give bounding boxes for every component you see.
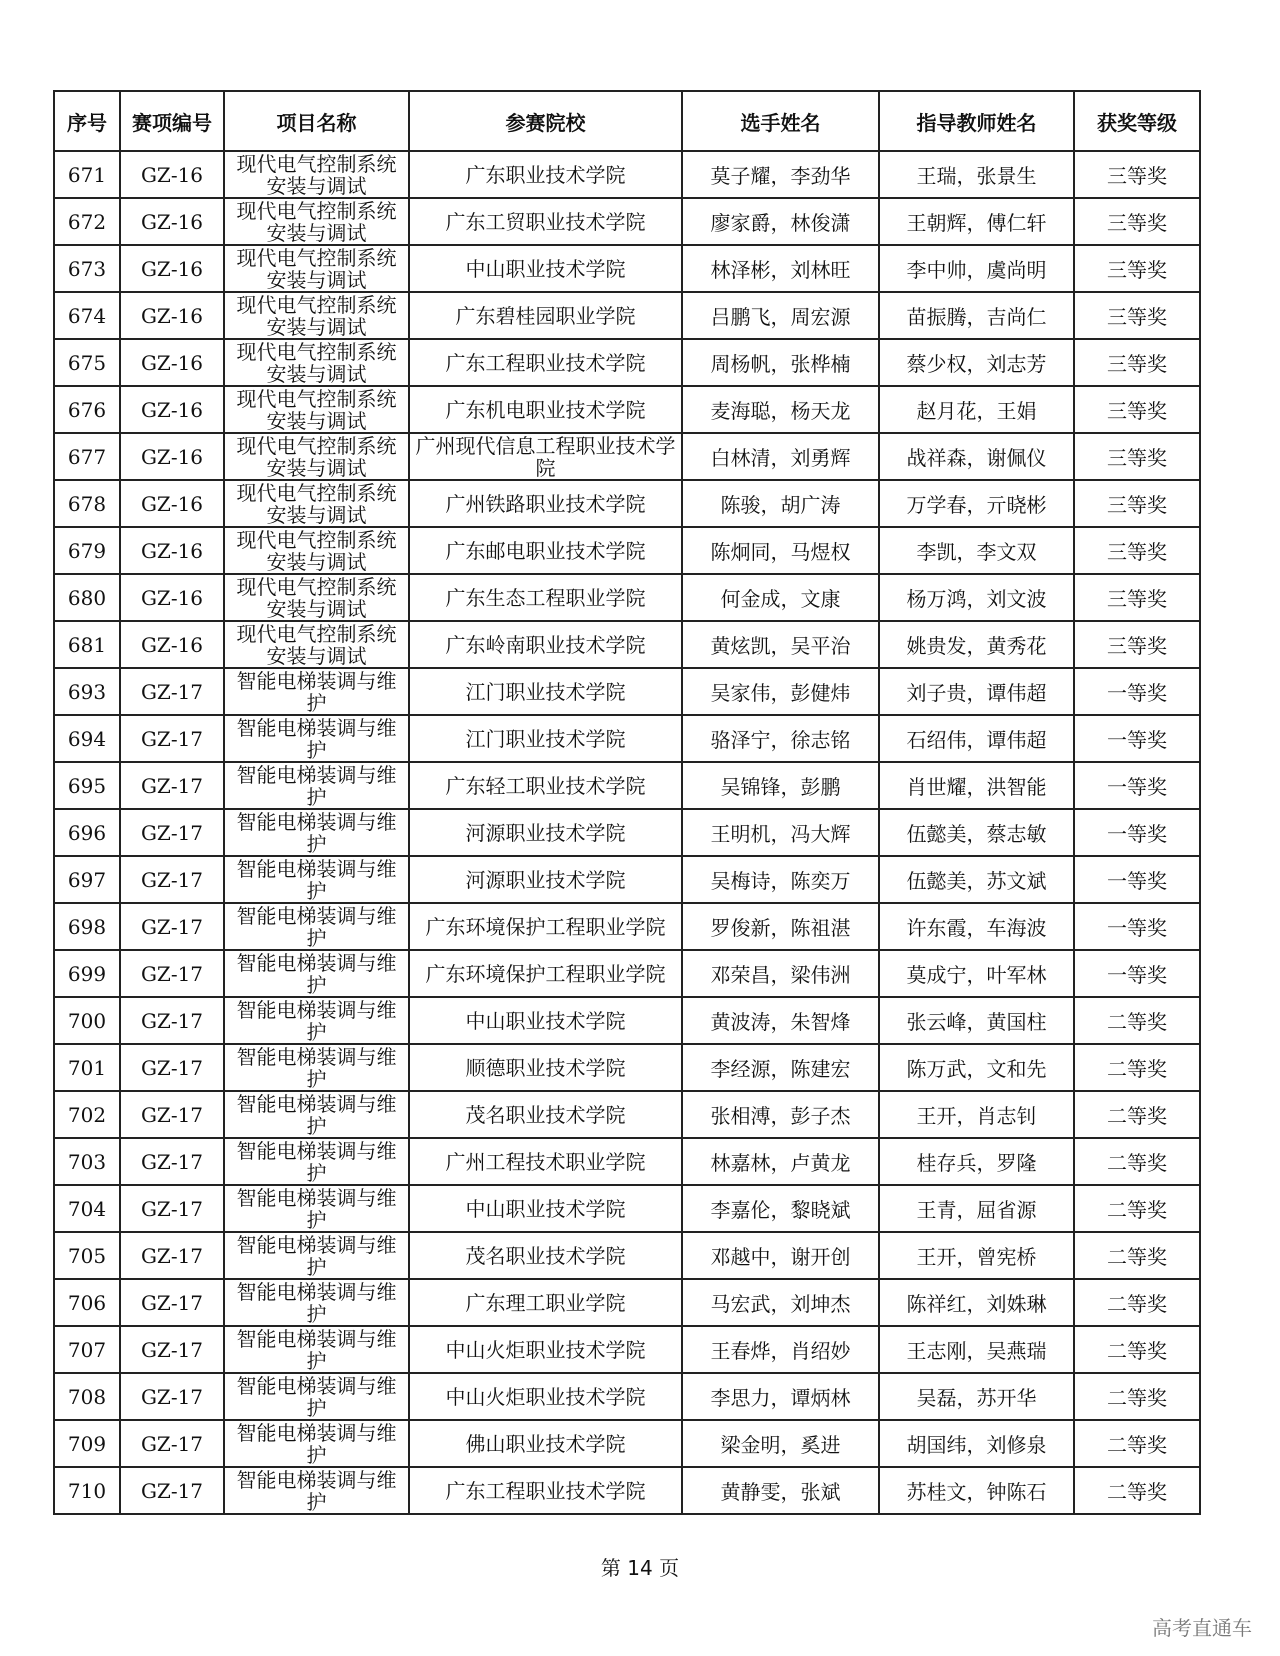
cell-award-level: 二等奖 bbox=[1074, 1279, 1200, 1326]
cell-project-name: 智能电梯装调与维护 bbox=[224, 1467, 409, 1514]
cell-award-level: 二等奖 bbox=[1074, 1373, 1200, 1420]
cell-contestants: 陈骏，胡广涛 bbox=[682, 480, 879, 527]
cell-index: 673 bbox=[54, 245, 120, 292]
cell-index: 701 bbox=[54, 1044, 120, 1091]
cell-project-name: 现代电气控制系统安装与调试 bbox=[224, 527, 409, 574]
cell-index: 707 bbox=[54, 1326, 120, 1373]
cell-index: 674 bbox=[54, 292, 120, 339]
cell-event-code: GZ-17 bbox=[120, 1232, 224, 1279]
cell-award-level: 三等奖 bbox=[1074, 433, 1200, 480]
cell-school: 广东生态工程职业学院 bbox=[409, 574, 682, 621]
cell-event-code: GZ-16 bbox=[120, 621, 224, 668]
cell-instructors: 石绍伟，谭伟超 bbox=[879, 715, 1074, 762]
table-row bbox=[54, 668, 1200, 715]
cell-event-code: GZ-17 bbox=[120, 1044, 224, 1091]
cell-school: 广东工贸职业技术学院 bbox=[409, 198, 682, 245]
cell-instructors: 战祥森，谢佩仪 bbox=[879, 433, 1074, 480]
cell-instructors: 桂存兵，罗隆 bbox=[879, 1138, 1074, 1185]
cell-award-level: 三等奖 bbox=[1074, 198, 1200, 245]
cell-instructors: 赵月花，王娟 bbox=[879, 386, 1074, 433]
cell-event-code: GZ-17 bbox=[120, 1091, 224, 1138]
header-project-name: 项目名称 bbox=[224, 91, 409, 151]
cell-instructors: 刘子贵，谭伟超 bbox=[879, 668, 1074, 715]
cell-project-name: 现代电气控制系统安装与调试 bbox=[224, 621, 409, 668]
cell-contestants: 张相溥，彭子杰 bbox=[682, 1091, 879, 1138]
table-row bbox=[54, 809, 1200, 856]
cell-project-name: 智能电梯装调与维护 bbox=[224, 950, 409, 997]
cell-instructors: 姚贵发，黄秀花 bbox=[879, 621, 1074, 668]
cell-contestants: 白林清，刘勇辉 bbox=[682, 433, 879, 480]
header-index: 序号 bbox=[54, 91, 120, 151]
cell-contestants: 黄炫凯，吴平治 bbox=[682, 621, 879, 668]
cell-contestants: 李嘉伦，黎晓斌 bbox=[682, 1185, 879, 1232]
table-row bbox=[54, 433, 1200, 480]
cell-event-code: GZ-17 bbox=[120, 997, 224, 1044]
cell-award-level: 二等奖 bbox=[1074, 1185, 1200, 1232]
cell-contestants: 罗俊新，陈祖湛 bbox=[682, 903, 879, 950]
cell-award-level: 二等奖 bbox=[1074, 1326, 1200, 1373]
cell-project-name: 智能电梯装调与维护 bbox=[224, 1044, 409, 1091]
cell-instructors: 肖世耀，洪智能 bbox=[879, 762, 1074, 809]
cell-award-level: 三等奖 bbox=[1074, 480, 1200, 527]
cell-index: 680 bbox=[54, 574, 120, 621]
cell-index: 694 bbox=[54, 715, 120, 762]
cell-instructors: 胡国纬，刘修泉 bbox=[879, 1420, 1074, 1467]
cell-event-code: GZ-16 bbox=[120, 245, 224, 292]
cell-contestants: 黄静雯，张斌 bbox=[682, 1467, 879, 1514]
cell-project-name: 现代电气控制系统安装与调试 bbox=[224, 574, 409, 621]
cell-instructors: 苏桂文，钟陈石 bbox=[879, 1467, 1074, 1514]
cell-school: 顺德职业技术学院 bbox=[409, 1044, 682, 1091]
cell-award-level: 三等奖 bbox=[1074, 527, 1200, 574]
header-award-level: 获奖等级 bbox=[1074, 91, 1200, 151]
cell-index: 681 bbox=[54, 621, 120, 668]
table-row bbox=[54, 198, 1200, 245]
cell-award-level: 一等奖 bbox=[1074, 903, 1200, 950]
cell-award-level: 二等奖 bbox=[1074, 1467, 1200, 1514]
cell-award-level: 一等奖 bbox=[1074, 950, 1200, 997]
cell-school: 广东轻工职业技术学院 bbox=[409, 762, 682, 809]
cell-project-name: 智能电梯装调与维护 bbox=[224, 997, 409, 1044]
cell-school: 广州工程技术职业学院 bbox=[409, 1138, 682, 1185]
cell-school: 茂名职业技术学院 bbox=[409, 1091, 682, 1138]
cell-event-code: GZ-17 bbox=[120, 715, 224, 762]
cell-index: 698 bbox=[54, 903, 120, 950]
cell-index: 709 bbox=[54, 1420, 120, 1467]
cell-award-level: 三等奖 bbox=[1074, 574, 1200, 621]
cell-award-level: 三等奖 bbox=[1074, 292, 1200, 339]
cell-contestants: 黄波涛，朱智烽 bbox=[682, 997, 879, 1044]
cell-event-code: GZ-17 bbox=[120, 1138, 224, 1185]
cell-index: 704 bbox=[54, 1185, 120, 1232]
cell-school: 广东职业技术学院 bbox=[409, 151, 682, 198]
cell-index: 675 bbox=[54, 339, 120, 386]
header-instructors: 指导教师姓名 bbox=[879, 91, 1074, 151]
header-event-code: 赛项编号 bbox=[120, 91, 224, 151]
cell-contestants: 邓越中，谢开创 bbox=[682, 1232, 879, 1279]
cell-instructors: 王开，肖志钊 bbox=[879, 1091, 1074, 1138]
cell-instructors: 陈祥红，刘姝琳 bbox=[879, 1279, 1074, 1326]
cell-instructors: 王瑞，张景生 bbox=[879, 151, 1074, 198]
table-row bbox=[54, 997, 1200, 1044]
cell-contestants: 廖家爵，林俊潇 bbox=[682, 198, 879, 245]
cell-index: 672 bbox=[54, 198, 120, 245]
cell-instructors: 杨万鸿，刘文波 bbox=[879, 574, 1074, 621]
cell-school: 广东碧桂园职业学院 bbox=[409, 292, 682, 339]
cell-event-code: GZ-17 bbox=[120, 856, 224, 903]
cell-award-level: 二等奖 bbox=[1074, 1044, 1200, 1091]
cell-event-code: GZ-17 bbox=[120, 1185, 224, 1232]
table-row bbox=[54, 1467, 1200, 1514]
cell-award-level: 一等奖 bbox=[1074, 668, 1200, 715]
cell-instructors: 张云峰，黄国柱 bbox=[879, 997, 1074, 1044]
cell-project-name: 现代电气控制系统安装与调试 bbox=[224, 433, 409, 480]
cell-school: 广东工程职业技术学院 bbox=[409, 1467, 682, 1514]
cell-index: 679 bbox=[54, 527, 120, 574]
cell-school: 广东岭南职业技术学院 bbox=[409, 621, 682, 668]
cell-school: 广州现代信息工程职业技术学院 bbox=[409, 433, 682, 480]
cell-project-name: 现代电气控制系统安装与调试 bbox=[224, 198, 409, 245]
table-row bbox=[54, 386, 1200, 433]
table-row bbox=[54, 762, 1200, 809]
cell-project-name: 现代电气控制系统安装与调试 bbox=[224, 151, 409, 198]
cell-index: 702 bbox=[54, 1091, 120, 1138]
cell-contestants: 莫子耀，李劲华 bbox=[682, 151, 879, 198]
cell-instructors: 蔡少权，刘志芳 bbox=[879, 339, 1074, 386]
cell-index: 671 bbox=[54, 151, 120, 198]
cell-project-name: 现代电气控制系统安装与调试 bbox=[224, 386, 409, 433]
table-row bbox=[54, 856, 1200, 903]
cell-school: 广东工程职业技术学院 bbox=[409, 339, 682, 386]
cell-index: 706 bbox=[54, 1279, 120, 1326]
cell-instructors: 王开，曾宪桥 bbox=[879, 1232, 1074, 1279]
cell-event-code: GZ-17 bbox=[120, 668, 224, 715]
cell-instructors: 莫成宁，叶军林 bbox=[879, 950, 1074, 997]
cell-contestants: 麦海聪，杨天龙 bbox=[682, 386, 879, 433]
cell-event-code: GZ-16 bbox=[120, 339, 224, 386]
cell-award-level: 二等奖 bbox=[1074, 1232, 1200, 1279]
table-row bbox=[54, 339, 1200, 386]
cell-index: 699 bbox=[54, 950, 120, 997]
cell-school: 中山职业技术学院 bbox=[409, 997, 682, 1044]
cell-index: 710 bbox=[54, 1467, 120, 1514]
table-row bbox=[54, 292, 1200, 339]
cell-index: 676 bbox=[54, 386, 120, 433]
watermark-text: 高考直通车 bbox=[1152, 1616, 1252, 1640]
cell-award-level: 一等奖 bbox=[1074, 809, 1200, 856]
cell-event-code: GZ-16 bbox=[120, 480, 224, 527]
cell-project-name: 智能电梯装调与维护 bbox=[224, 715, 409, 762]
cell-event-code: GZ-16 bbox=[120, 292, 224, 339]
cell-award-level: 一等奖 bbox=[1074, 856, 1200, 903]
table-row bbox=[54, 621, 1200, 668]
cell-instructors: 许东霞，车海波 bbox=[879, 903, 1074, 950]
cell-instructors: 万学春，亓晓彬 bbox=[879, 480, 1074, 527]
cell-project-name: 智能电梯装调与维护 bbox=[224, 1326, 409, 1373]
cell-project-name: 现代电气控制系统安装与调试 bbox=[224, 480, 409, 527]
cell-event-code: GZ-17 bbox=[120, 1467, 224, 1514]
table-row bbox=[54, 151, 1200, 198]
cell-instructors: 陈万武，文和先 bbox=[879, 1044, 1074, 1091]
table-row bbox=[54, 1232, 1200, 1279]
cell-project-name: 智能电梯装调与维护 bbox=[224, 903, 409, 950]
cell-award-level: 二等奖 bbox=[1074, 1138, 1200, 1185]
cell-award-level: 二等奖 bbox=[1074, 997, 1200, 1044]
cell-event-code: GZ-17 bbox=[120, 950, 224, 997]
cell-instructors: 李凯，李文双 bbox=[879, 527, 1074, 574]
cell-school: 广东机电职业技术学院 bbox=[409, 386, 682, 433]
cell-contestants: 何金成，文康 bbox=[682, 574, 879, 621]
table-row bbox=[54, 1279, 1200, 1326]
table-row bbox=[54, 1138, 1200, 1185]
cell-instructors: 伍懿美，苏文斌 bbox=[879, 856, 1074, 903]
table-row bbox=[54, 1185, 1200, 1232]
table-row bbox=[54, 1420, 1200, 1467]
table-row bbox=[54, 527, 1200, 574]
table-row bbox=[54, 574, 1200, 621]
cell-project-name: 智能电梯装调与维护 bbox=[224, 1138, 409, 1185]
cell-school: 佛山职业技术学院 bbox=[409, 1420, 682, 1467]
header-contestants: 选手姓名 bbox=[682, 91, 879, 151]
cell-event-code: GZ-17 bbox=[120, 903, 224, 950]
cell-award-level: 三等奖 bbox=[1074, 151, 1200, 198]
cell-index: 695 bbox=[54, 762, 120, 809]
cell-school: 广州铁路职业技术学院 bbox=[409, 480, 682, 527]
cell-event-code: GZ-17 bbox=[120, 1326, 224, 1373]
cell-contestants: 骆泽宁，徐志铭 bbox=[682, 715, 879, 762]
cell-instructors: 李中帅，虞尚明 bbox=[879, 245, 1074, 292]
cell-contestants: 吕鹏飞，周宏源 bbox=[682, 292, 879, 339]
cell-index: 705 bbox=[54, 1232, 120, 1279]
cell-contestants: 林嘉林，卢黄龙 bbox=[682, 1138, 879, 1185]
cell-school: 茂名职业技术学院 bbox=[409, 1232, 682, 1279]
cell-instructors: 王青，屈省源 bbox=[879, 1185, 1074, 1232]
cell-instructors: 伍懿美，蔡志敏 bbox=[879, 809, 1074, 856]
table-row bbox=[54, 1373, 1200, 1420]
cell-index: 677 bbox=[54, 433, 120, 480]
cell-award-level: 一等奖 bbox=[1074, 715, 1200, 762]
table-header-row bbox=[54, 91, 1200, 151]
cell-project-name: 智能电梯装调与维护 bbox=[224, 856, 409, 903]
table-row bbox=[54, 1091, 1200, 1138]
cell-school: 中山职业技术学院 bbox=[409, 1185, 682, 1232]
cell-project-name: 智能电梯装调与维护 bbox=[224, 1232, 409, 1279]
cell-project-name: 智能电梯装调与维护 bbox=[224, 668, 409, 715]
cell-index: 678 bbox=[54, 480, 120, 527]
cell-school: 广东环境保护工程职业学院 bbox=[409, 903, 682, 950]
cell-school: 广东理工职业学院 bbox=[409, 1279, 682, 1326]
cell-instructors: 王志刚，吴燕瑞 bbox=[879, 1326, 1074, 1373]
cell-award-level: 二等奖 bbox=[1074, 1420, 1200, 1467]
cell-instructors: 苗振腾，吉尚仁 bbox=[879, 292, 1074, 339]
cell-event-code: GZ-16 bbox=[120, 151, 224, 198]
table-row bbox=[54, 1326, 1200, 1373]
cell-event-code: GZ-16 bbox=[120, 527, 224, 574]
cell-project-name: 现代电气控制系统安装与调试 bbox=[224, 339, 409, 386]
cell-index: 703 bbox=[54, 1138, 120, 1185]
cell-event-code: GZ-16 bbox=[120, 386, 224, 433]
cell-award-level: 二等奖 bbox=[1074, 1091, 1200, 1138]
cell-contestants: 陈炯同，马煜权 bbox=[682, 527, 879, 574]
cell-event-code: GZ-17 bbox=[120, 762, 224, 809]
cell-award-level: 三等奖 bbox=[1074, 339, 1200, 386]
cell-project-name: 智能电梯装调与维护 bbox=[224, 809, 409, 856]
cell-school: 广东邮电职业技术学院 bbox=[409, 527, 682, 574]
cell-index: 693 bbox=[54, 668, 120, 715]
cell-school: 中山火炬职业技术学院 bbox=[409, 1373, 682, 1420]
cell-school: 广东环境保护工程职业学院 bbox=[409, 950, 682, 997]
cell-contestants: 林泽彬，刘林旺 bbox=[682, 245, 879, 292]
cell-award-level: 三等奖 bbox=[1074, 245, 1200, 292]
award-table bbox=[53, 90, 1201, 1515]
cell-school: 江门职业技术学院 bbox=[409, 715, 682, 762]
cell-project-name: 智能电梯装调与维护 bbox=[224, 762, 409, 809]
cell-project-name: 智能电梯装调与维护 bbox=[224, 1373, 409, 1420]
cell-event-code: GZ-16 bbox=[120, 574, 224, 621]
cell-award-level: 三等奖 bbox=[1074, 621, 1200, 668]
cell-contestants: 邓荣昌，梁伟洲 bbox=[682, 950, 879, 997]
table-row bbox=[54, 715, 1200, 762]
cell-index: 697 bbox=[54, 856, 120, 903]
cell-contestants: 王明机，冯大辉 bbox=[682, 809, 879, 856]
cell-contestants: 周杨帆，张桦楠 bbox=[682, 339, 879, 386]
cell-project-name: 现代电气控制系统安装与调试 bbox=[224, 245, 409, 292]
cell-project-name: 智能电梯装调与维护 bbox=[224, 1279, 409, 1326]
cell-school: 江门职业技术学院 bbox=[409, 668, 682, 715]
cell-project-name: 智能电梯装调与维护 bbox=[224, 1091, 409, 1138]
header-school: 参赛院校 bbox=[409, 91, 682, 151]
cell-award-level: 三等奖 bbox=[1074, 386, 1200, 433]
table-body bbox=[54, 151, 1200, 1514]
award-table-container bbox=[53, 90, 1199, 1515]
table-row bbox=[54, 903, 1200, 950]
cell-event-code: GZ-16 bbox=[120, 198, 224, 245]
cell-school: 中山职业技术学院 bbox=[409, 245, 682, 292]
cell-instructors: 吴磊，苏开华 bbox=[879, 1373, 1074, 1420]
cell-project-name: 现代电气控制系统安装与调试 bbox=[224, 292, 409, 339]
table-row bbox=[54, 245, 1200, 292]
cell-event-code: GZ-17 bbox=[120, 809, 224, 856]
cell-contestants: 吴家伟，彭健炜 bbox=[682, 668, 879, 715]
cell-project-name: 智能电梯装调与维护 bbox=[224, 1420, 409, 1467]
cell-event-code: GZ-16 bbox=[120, 433, 224, 480]
cell-project-name: 智能电梯装调与维护 bbox=[224, 1185, 409, 1232]
cell-event-code: GZ-17 bbox=[120, 1279, 224, 1326]
cell-index: 696 bbox=[54, 809, 120, 856]
cell-contestants: 王春烨，肖绍妙 bbox=[682, 1326, 879, 1373]
cell-contestants: 李经源，陈建宏 bbox=[682, 1044, 879, 1091]
cell-contestants: 吴锦锋，彭鹏 bbox=[682, 762, 879, 809]
cell-award-level: 一等奖 bbox=[1074, 762, 1200, 809]
cell-contestants: 吴梅诗，陈奕万 bbox=[682, 856, 879, 903]
cell-event-code: GZ-17 bbox=[120, 1420, 224, 1467]
page-number: 第 14 页 bbox=[600, 1556, 680, 1580]
table-row bbox=[54, 1044, 1200, 1091]
cell-contestants: 马宏武，刘坤杰 bbox=[682, 1279, 879, 1326]
cell-school: 中山火炬职业技术学院 bbox=[409, 1326, 682, 1373]
cell-contestants: 梁金明，奚进 bbox=[682, 1420, 879, 1467]
cell-school: 河源职业技术学院 bbox=[409, 856, 682, 903]
cell-index: 700 bbox=[54, 997, 120, 1044]
cell-school: 河源职业技术学院 bbox=[409, 809, 682, 856]
cell-index: 708 bbox=[54, 1373, 120, 1420]
cell-contestants: 李思力，谭炳林 bbox=[682, 1373, 879, 1420]
table-row bbox=[54, 480, 1200, 527]
table-row bbox=[54, 950, 1200, 997]
cell-event-code: GZ-17 bbox=[120, 1373, 224, 1420]
cell-instructors: 王朝辉，傅仁轩 bbox=[879, 198, 1074, 245]
